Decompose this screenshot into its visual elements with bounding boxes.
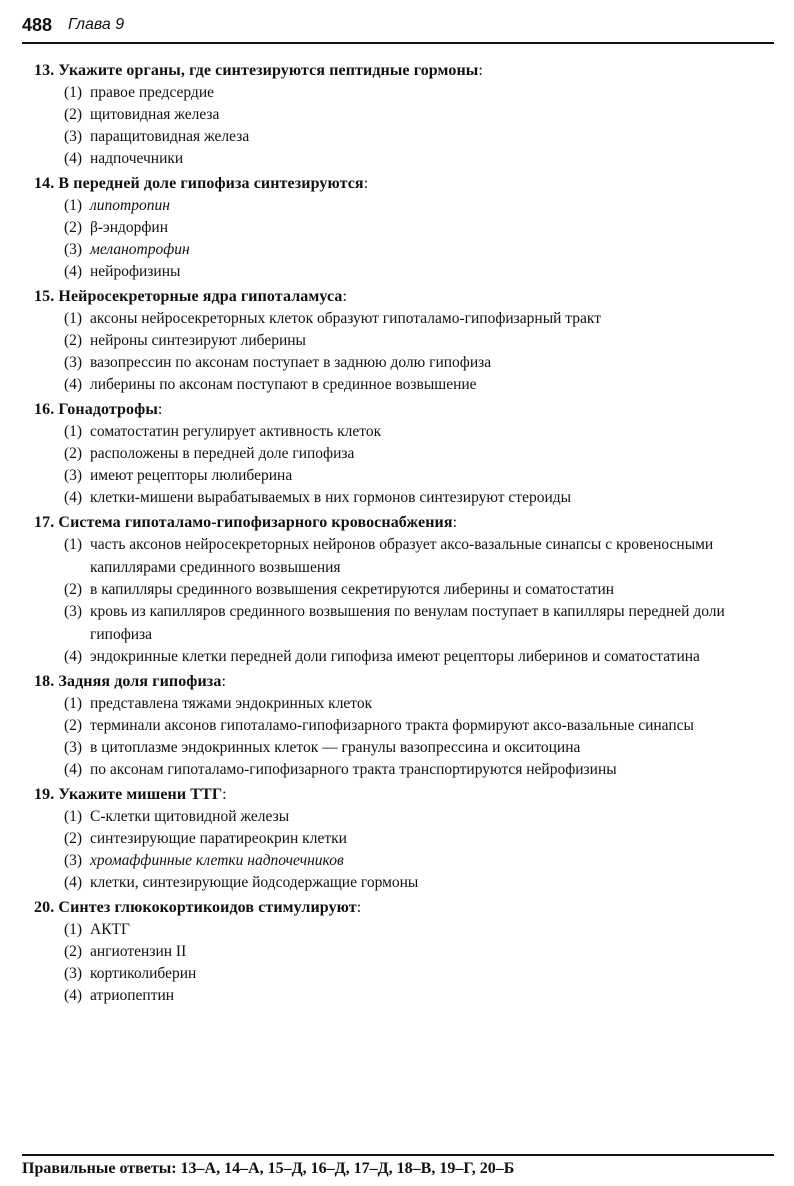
- option-text: синтезирующие паратиреокрин клетки: [90, 830, 347, 847]
- question-17: [34, 512, 784, 668]
- question-text: Задняя доля гипофиза: [58, 673, 222, 690]
- option-text: соматостатин регулирует активность клеток: [90, 423, 382, 440]
- option-number: (4): [64, 263, 83, 280]
- option-text: имеют рецепторы люлиберина: [90, 467, 293, 484]
- answer-option: [34, 693, 784, 715]
- header-divider: [22, 42, 774, 44]
- option-number: (1): [64, 310, 83, 327]
- question-title: 13. Укажите органы, где синтезируются пептидные гормоны:: [34, 62, 483, 79]
- chapter-label: Глава 9: [68, 16, 125, 33]
- answer-option: [34, 850, 784, 872]
- answer-option: [34, 330, 784, 352]
- question-14: [34, 173, 784, 283]
- question-number: 20.: [34, 899, 55, 916]
- answer-option: [34, 104, 784, 126]
- option-number: (3): [64, 128, 83, 145]
- page-number: 488: [22, 15, 53, 35]
- option-number: (1): [64, 695, 83, 712]
- footer-divider: [22, 1154, 774, 1156]
- option-number: (4): [64, 376, 83, 393]
- option-number: (2): [64, 332, 83, 349]
- option-text: щитовидная железа: [90, 106, 220, 123]
- option-text: аксоны нейросекреторных клеток образуют гипоталамо-гипофизарный тракт: [90, 310, 601, 327]
- question-13: [34, 60, 784, 170]
- answer-option: [34, 715, 784, 737]
- answer-option: [34, 919, 784, 941]
- answer-option: [34, 872, 784, 894]
- option-text: клетки, синтезирующие йодсодержащие гормоны: [90, 874, 419, 891]
- answer-option: [34, 126, 784, 148]
- option-text: нейрофизины: [90, 263, 181, 280]
- option-number: (1): [64, 197, 83, 214]
- question-text: В передней доле гипофиза синтезируются: [58, 175, 364, 192]
- option-number: (3): [64, 603, 83, 620]
- answer-option: [34, 985, 784, 1007]
- option-number: (3): [64, 852, 83, 869]
- answer-option: [34, 82, 784, 104]
- answer-option: [34, 239, 784, 261]
- option-text: в цитоплазме эндокринных клеток — гранулы вазопрессина и окситоцина: [90, 739, 581, 756]
- option-text: ангиотензин II: [90, 943, 187, 960]
- option-text: кровь из капилляров срединного возвышения по венулам поступает в капилляры передней доли гипофиза: [90, 603, 725, 643]
- option-text: либерины по аксонам поступают в срединное возвышение: [90, 376, 477, 393]
- question-15: [34, 286, 784, 396]
- answer-option: [34, 352, 784, 374]
- option-number: (4): [64, 150, 83, 167]
- question-text: Система гипоталамо-гипофизарного кровоснабжения: [58, 514, 453, 531]
- option-number: (2): [64, 717, 83, 734]
- option-number: (4): [64, 874, 83, 891]
- option-number: (4): [64, 761, 83, 778]
- question-text: Нейросекреторные ядра гипоталамуса: [58, 288, 343, 305]
- answer-option: [34, 646, 784, 668]
- option-text: кортиколиберин: [90, 965, 197, 982]
- answer-option: [34, 963, 784, 985]
- option-number: (3): [64, 467, 83, 484]
- option-text: меланотрофин: [90, 241, 190, 258]
- page-header: [22, 12, 774, 40]
- option-number: (4): [64, 648, 83, 665]
- answer-option: [34, 579, 784, 601]
- question-title: 14. В передней доле гипофиза синтезируются:: [34, 175, 369, 192]
- option-number: (2): [64, 106, 83, 123]
- option-text: нейроны синтезируют либерины: [90, 332, 306, 349]
- option-text: представлена тяжами эндокринных клеток: [90, 695, 373, 712]
- option-text: расположены в передней доле гипофиза: [90, 445, 355, 462]
- option-text: паращитовидная железа: [90, 128, 250, 145]
- answer-option: [34, 261, 784, 283]
- option-text: хромаффинные клетки надпочечников: [90, 852, 344, 869]
- question-title: 17. Система гипоталамо-гипофизарного кровоснабжения:: [34, 514, 458, 531]
- answer-option: [34, 465, 784, 487]
- question-title: 16. Гонадотрофы:: [34, 401, 163, 418]
- option-text: терминали аксонов гипоталамо-гипофизарного тракта формируют аксо-вазальные синапсы: [90, 717, 694, 734]
- option-text: клетки-мишени вырабатываемых в них гормонов синтезируют стероиды: [90, 489, 572, 506]
- answer-option: [34, 806, 784, 828]
- answer-option: [34, 737, 784, 759]
- answer-option: [34, 534, 784, 579]
- option-text: β-эндорфин: [90, 219, 169, 236]
- option-number: (4): [64, 489, 83, 506]
- option-number: (3): [64, 354, 83, 371]
- option-text: атриопептин: [90, 987, 175, 1004]
- question-text: Гонадотрофы: [58, 401, 158, 418]
- question-title: 20. Синтез глюкокортикоидов стимулируют:: [34, 899, 362, 916]
- option-text: С-клетки щитовидной железы: [90, 808, 290, 825]
- option-text: эндокринные клетки передней доли гипофиза имеют рецепторы либеринов и соматостатина: [90, 648, 700, 665]
- answer-option: [34, 195, 784, 217]
- option-number: (2): [64, 830, 83, 847]
- answer-option: [34, 308, 784, 330]
- question-title: 15. Нейросекреторные ядра гипоталамуса:: [34, 288, 348, 305]
- page-footer: [22, 1154, 774, 1180]
- option-number: (1): [64, 423, 83, 440]
- option-number: (4): [64, 987, 83, 1004]
- question-number: 19.: [34, 786, 55, 803]
- option-number: (2): [64, 581, 83, 598]
- option-text: надпочечники: [90, 150, 184, 167]
- answer-option: [34, 828, 784, 850]
- answer-option: [34, 601, 784, 646]
- correct-answers: [22, 1158, 774, 1180]
- option-number: (1): [64, 808, 83, 825]
- question-16: [34, 399, 784, 509]
- option-number: (3): [64, 965, 83, 982]
- question-number: 15.: [34, 288, 55, 305]
- answer-option: [34, 759, 784, 781]
- question-title: 18. Задняя доля гипофиза:: [34, 673, 226, 690]
- question-number: 16.: [34, 401, 55, 418]
- answer-option: [34, 443, 784, 465]
- option-number: (1): [64, 536, 83, 553]
- question-20: [34, 897, 784, 1007]
- question-list: [34, 60, 784, 1010]
- option-number: (3): [64, 739, 83, 756]
- question-number: 17.: [34, 514, 55, 531]
- option-number: (1): [64, 921, 83, 938]
- question-title: 19. Укажите мишени ТТГ:: [34, 786, 227, 803]
- option-number: (1): [64, 84, 83, 101]
- answer-option: [34, 217, 784, 239]
- question-18: [34, 671, 784, 781]
- answers-label: Правильные ответы:: [22, 1160, 177, 1177]
- question-text: Укажите мишени ТТГ: [58, 786, 223, 803]
- option-number: (2): [64, 943, 83, 960]
- answer-option: [34, 421, 784, 443]
- option-text: вазопрессин по аксонам поступает в заднюю долю гипофиза: [90, 354, 492, 371]
- option-text: правое предсердие: [90, 84, 214, 101]
- question-number: 18.: [34, 673, 55, 690]
- option-text: по аксонам гипоталамо-гипофизарного тракта транспортируются нейрофизины: [90, 761, 617, 778]
- option-number: (3): [64, 241, 83, 258]
- option-text: липотропин: [90, 197, 170, 214]
- option-number: (2): [64, 219, 83, 236]
- answer-option: [34, 374, 784, 396]
- question-number: 13.: [34, 62, 55, 79]
- answer-option: [34, 148, 784, 170]
- answer-option: [34, 941, 784, 963]
- option-number: (2): [64, 445, 83, 462]
- answer-option: [34, 487, 784, 509]
- answers-values: 13–А, 14–А, 15–Д, 16–Д, 17–Д, 18–В, 19–Г, 20–Б: [180, 1160, 515, 1177]
- option-text: АКТГ: [90, 921, 130, 938]
- option-text: часть аксонов нейросекреторных нейронов образует аксо-вазальные синапсы с кровеносными капиллярами срединного возвышения: [90, 536, 714, 576]
- option-text: в капилляры срединного возвышения секретируются либерины и соматостатин: [90, 581, 615, 598]
- question-19: [34, 784, 784, 894]
- question-text: Синтез глюкокортикоидов стимулируют: [58, 899, 357, 916]
- question-number: 14.: [34, 175, 55, 192]
- question-text: Укажите органы, где синтезируются пептидные гормоны: [58, 62, 479, 79]
